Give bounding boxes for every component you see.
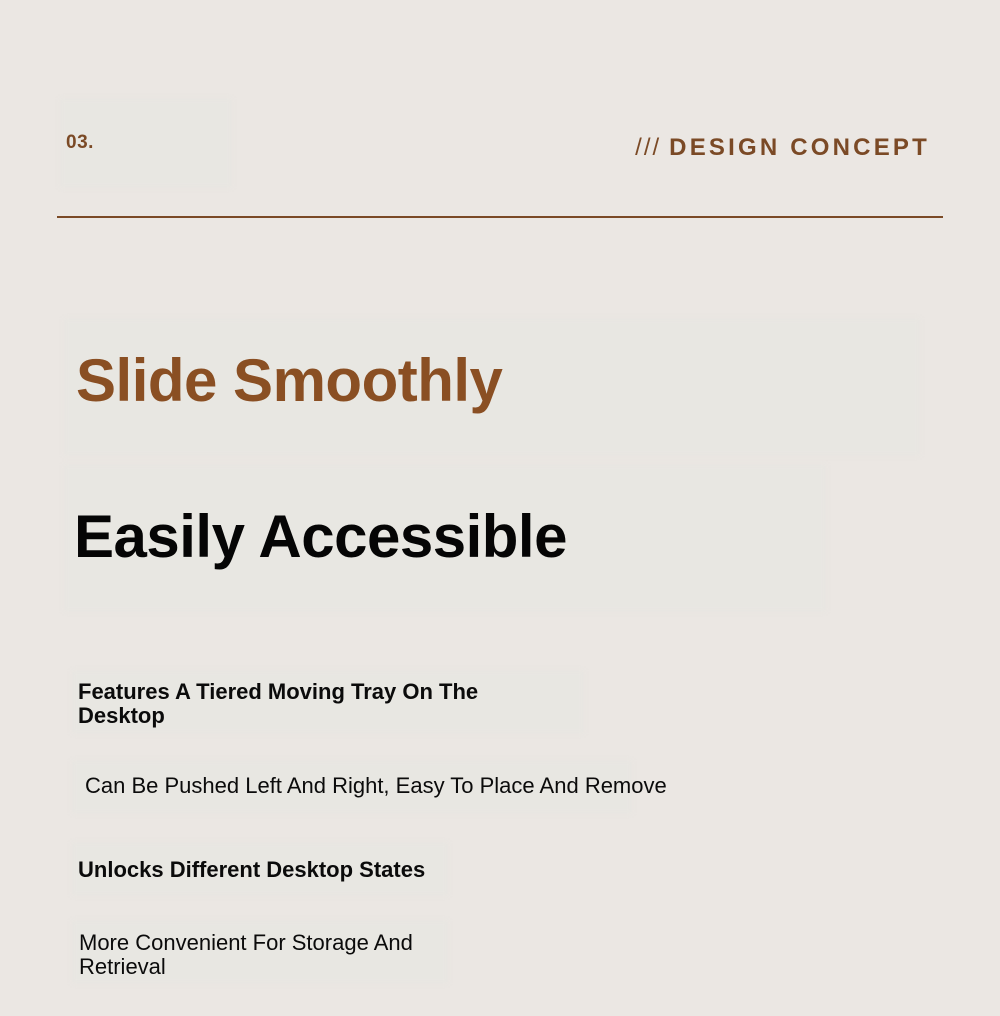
section-title-text: DESIGN CONCEPT: [669, 134, 930, 161]
headline: Slide Smoothly: [76, 347, 503, 414]
feature-tiered-tray: Features A Tiered Moving Tray On The Desktop: [78, 679, 479, 728]
feature-push-left-right: Can Be Pushed Left And Right, Easy To Place And Remove: [85, 773, 667, 798]
feature-storage-retrieval: More Convenient For Storage And Retrieval: [79, 930, 413, 979]
section-number: 03.: [66, 132, 94, 153]
section-title: [635, 134, 930, 162]
header-divider: [57, 216, 943, 218]
feature-desktop-states: Unlocks Different Desktop States: [78, 857, 426, 882]
subheadline: Easily Accessible: [74, 503, 567, 570]
section-slashes: ///: [635, 134, 662, 161]
